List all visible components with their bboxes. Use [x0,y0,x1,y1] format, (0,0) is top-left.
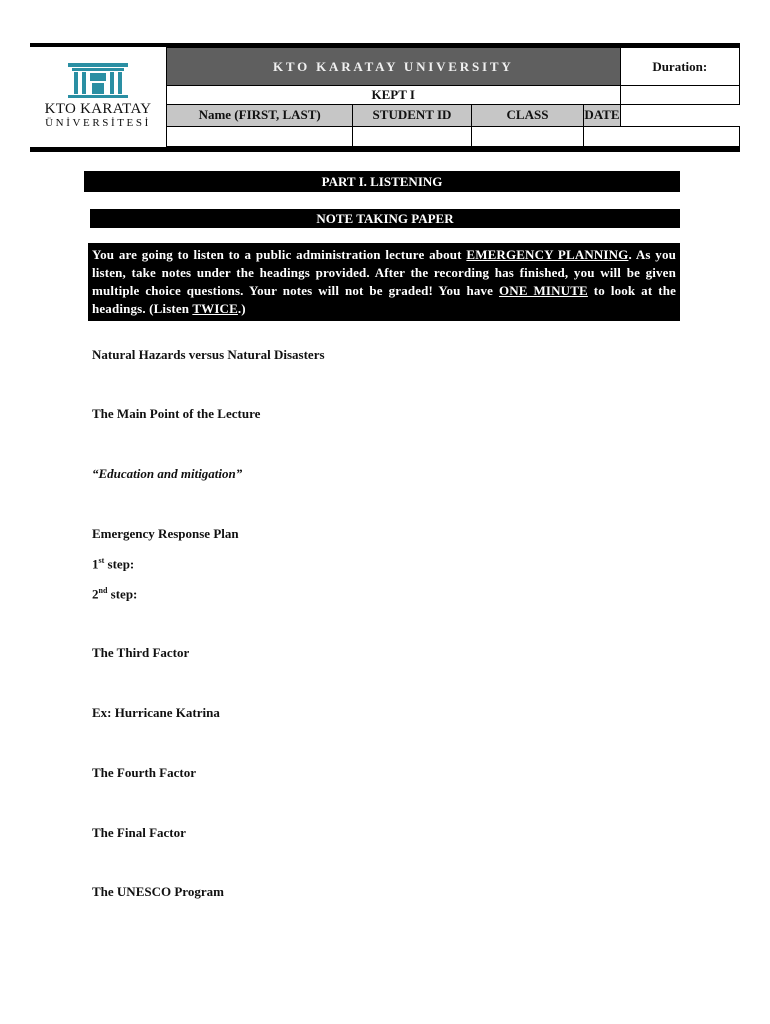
class-column-header: CLASS [471,104,584,126]
time-highlight: ONE MINUTE [498,283,588,298]
instructions-text: to look at the headings. (Listen [92,283,676,316]
exam-title: KEPT I [167,86,621,104]
step-two: 2nd step: [92,586,138,602]
duration-value[interactable] [620,86,739,104]
heading-fourth-factor: The Fourth Factor [92,765,196,780]
heading-unesco-program: The UNESCO Program [92,884,224,899]
heading-third-factor: The Third Factor [92,645,190,660]
topic-highlight: EMERGENCY PLANNING [466,247,629,262]
logo-name: KTO KARATAY [44,101,152,117]
duration-label: Duration: [620,48,739,86]
name-column-header: Name (FIRST, LAST) [167,104,353,126]
university-title: KTO KARATAY UNIVERSITY [167,48,621,86]
step-one: 1st step: [92,556,135,572]
student-id-field[interactable] [353,126,471,146]
part-title: PART I. LISTENING [84,171,680,192]
heading-hurricane-katrina: Ex: Hurricane Katrina [92,705,220,720]
heading-natural-hazards: Natural Hazards versus Natural Disasters [92,347,325,362]
paper-title: NOTE TAKING PAPER [90,209,680,228]
heading-emergency-response-plan: Emergency Response Plan [92,526,239,541]
instructions-box [88,243,680,321]
class-field[interactable] [471,126,584,146]
building-icon [66,61,130,99]
logo-subtitle: ÜNİVERSİTESİ [45,117,151,129]
student-id-column-header: STUDENT ID [353,104,471,126]
date-column-header: DATE [584,104,620,126]
heading-main-point: The Main Point of the Lecture [92,406,261,421]
instructions-text: You are going to listen to a public administration lecture about [92,247,467,262]
repeat-highlight: TWICE [192,301,238,316]
university-logo [30,47,166,147]
date-field[interactable] [584,126,740,146]
instructions-text: .) [237,301,246,316]
header-bottom-rule [30,147,740,152]
heading-education-mitigation: “Education and mitigation” [92,466,243,481]
instructions-text: . As you listen, take notes under the headings provided. After the recording has finished, you will be given multiple choice questions. Your notes will not be graded! You have [92,247,676,298]
header-info-table [166,47,740,147]
heading-final-factor: The Final Factor [92,825,186,840]
name-field[interactable] [167,126,353,146]
